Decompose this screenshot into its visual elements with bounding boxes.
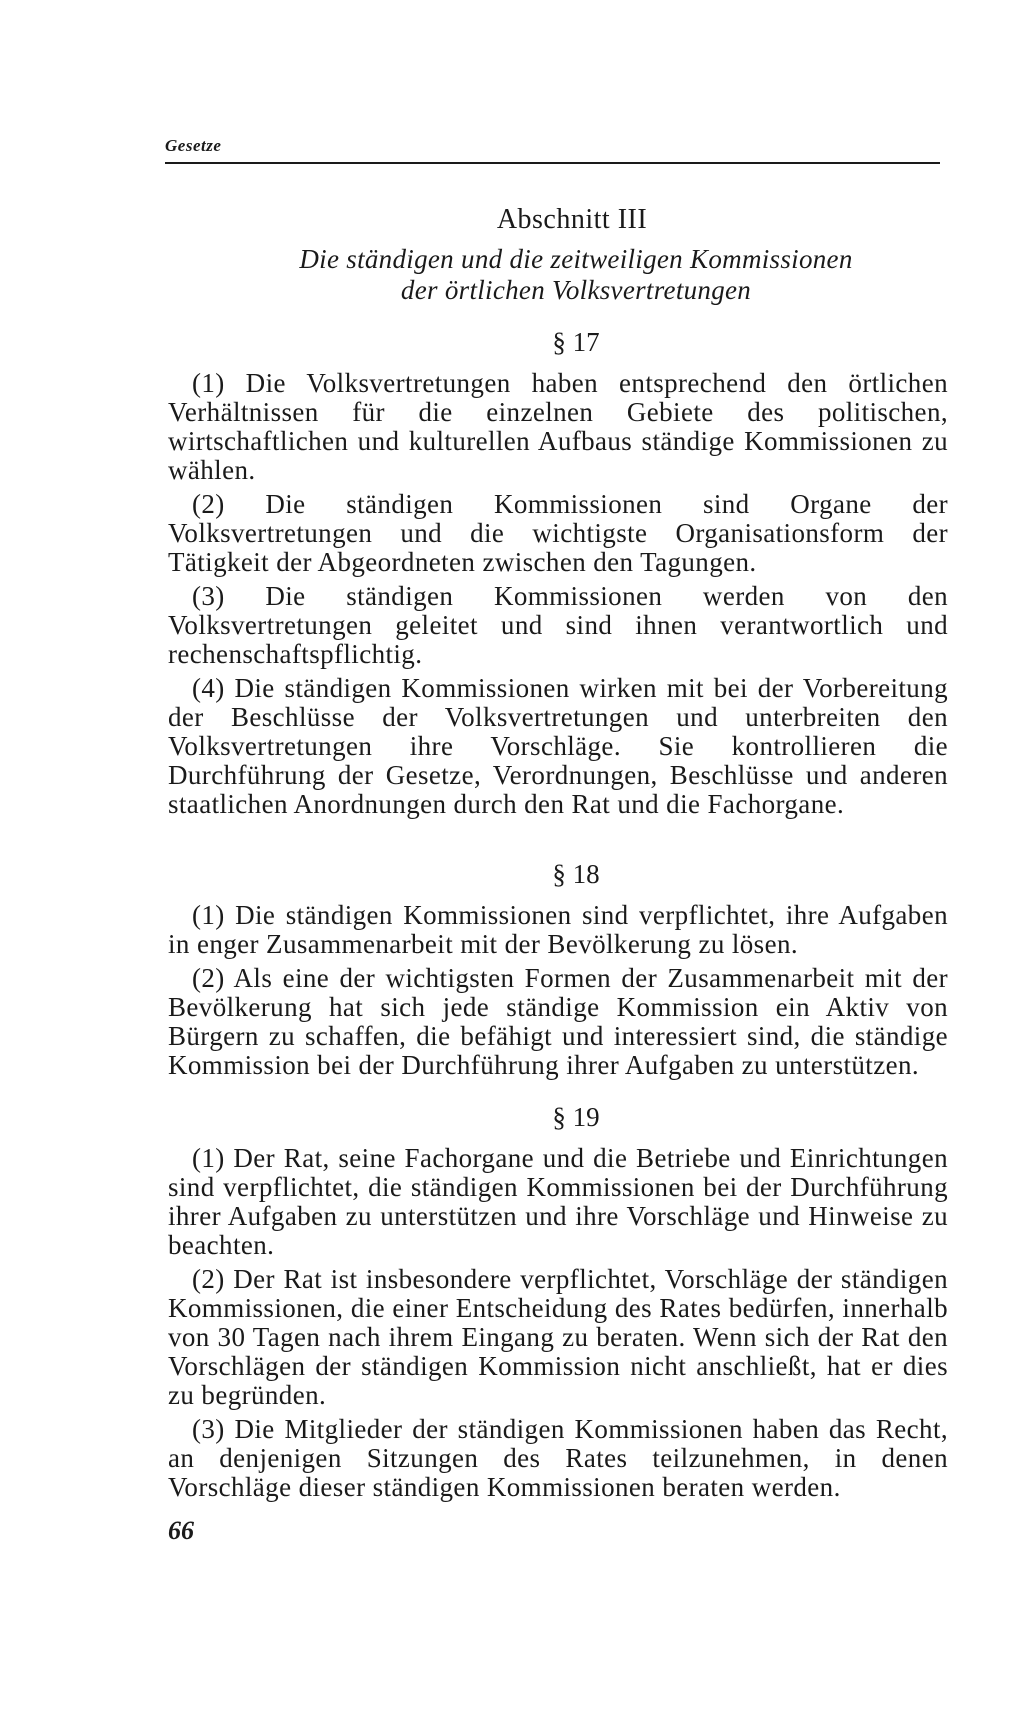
clause: (2) Die ständigen Kommissionen sind Organe der Volksvertretungen und die wichtigste Organisationsform der Tätigkeit der Abgeordneten zwischen den Tagungen. bbox=[168, 489, 948, 577]
paragraph-18 bbox=[168, 860, 948, 1080]
page-body bbox=[168, 205, 948, 1507]
paragraph-heading: § 17 bbox=[552, 327, 600, 357]
clause: (1) Die Volksvertretungen haben entsprechend den örtlichen Verhältnissen für die einzelnen Gebiete des politischen, wirtschaftlichen und kulturellen Aufbaus ständige Kommissionen zu wählen. bbox=[168, 368, 948, 485]
section-subtitle bbox=[204, 244, 948, 306]
section-subtitle-line: der örtlichen Volksvertretungen bbox=[400, 275, 752, 305]
spacer bbox=[168, 824, 948, 860]
section-title: Abschnitt III bbox=[496, 204, 648, 235]
clause: (1) Die ständigen Kommissionen sind verpflichtet, ihre Aufgaben in enger Zusammenarbeit mit der Bevölkerung zu lösen. bbox=[168, 900, 948, 959]
page-number: 66 bbox=[168, 1516, 194, 1545]
paragraph-heading: § 19 bbox=[552, 1102, 600, 1132]
header-rule bbox=[165, 162, 940, 164]
running-head: Gesetze bbox=[165, 136, 222, 155]
section-subtitle-line: Die ständigen und die zeitweiligen Kommissionen bbox=[299, 244, 853, 274]
paragraph-19 bbox=[168, 1103, 948, 1502]
clause: (3) Die ständigen Kommissionen werden von den Volksvertretungen geleitet und sind ihnen verantwortlich und rechenschaftspflichtig. bbox=[168, 581, 948, 669]
clause: (4) Die ständigen Kommissionen wirken mit bei der Vorbereitung der Beschlüsse der Volksvertretungen und unterbreiten den Volksvertretungen ihre Vorschläge. Sie kontrollieren die Durchführung der Gesetze, Verordnungen, Beschlüsse und anderen staatlichen Anordnungen durch den Rat und die Fachorgane. bbox=[168, 673, 948, 819]
paragraph-heading: § 18 bbox=[552, 859, 600, 889]
clause: (3) Die Mitglieder der ständigen Kommissionen haben das Recht, an denjenigen Sitzungen des Rates teilzunehmen, in denen Vorschläge dieser ständigen Kommissionen beraten werden. bbox=[168, 1414, 948, 1502]
paragraph-17 bbox=[168, 328, 948, 819]
clause: (2) Als eine der wichtigsten Formen der Zusammenarbeit mit der Bevölkerung hat sich jede ständige Kommission ein Aktiv von Bürgern zu schaffen, die befähigt und interessiert sind, die ständige Kommission bei der Durchführung ihrer Aufgaben zu unterstützen. bbox=[168, 963, 948, 1080]
clause: (2) Der Rat ist insbesondere verpflichtet, Vorschläge der ständigen Kommissionen, die einer Entscheidung des Rates bedürfen, innerhalb von 30 Tagen nach ihrem Eingang zu beraten. Wenn sich der Rat den Vorschlägen der ständigen Kommission nicht anschließt, hat er dies zu begründen. bbox=[168, 1264, 948, 1410]
spacer bbox=[168, 1085, 948, 1103]
clause: (1) Der Rat, seine Fachorgane und die Betriebe und Einrichtungen sind verpflichtet, die ständigen Kommissionen bei der Durchführung ihrer Aufgaben zu unterstützen und ihre Vorschläge und Hinweise zu beachten. bbox=[168, 1143, 948, 1260]
